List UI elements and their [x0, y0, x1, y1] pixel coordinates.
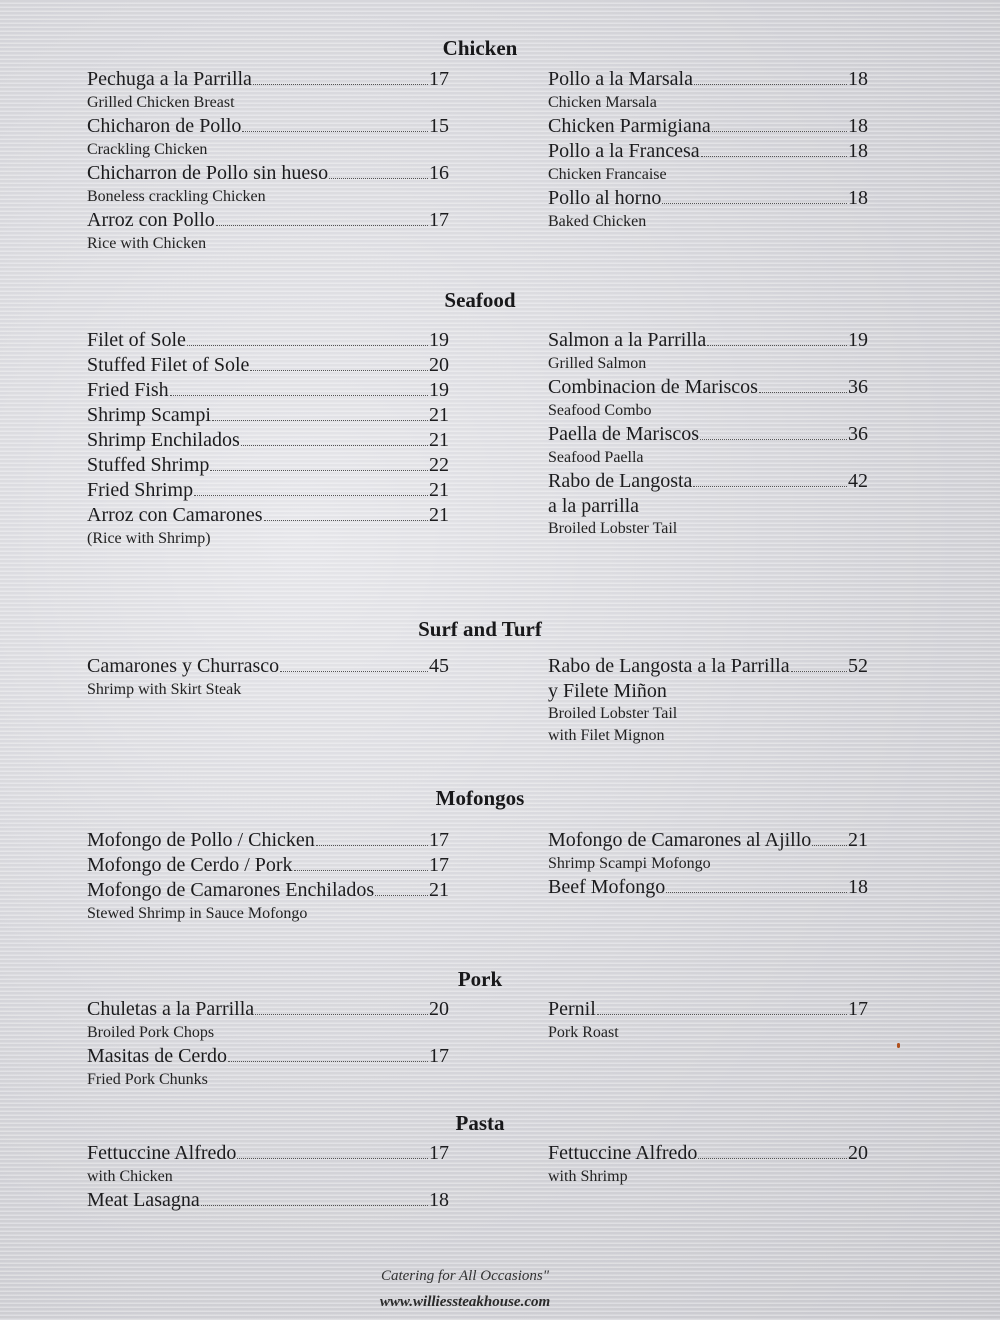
dish-name: Stuffed Filet of Sole	[87, 354, 250, 376]
dot-leader	[294, 870, 428, 871]
dish-name-continued: a la parrilla	[548, 495, 640, 517]
menu-item	[87, 828, 449, 853]
menu-item	[87, 503, 449, 550]
dot-leader	[250, 370, 428, 371]
menu-item	[87, 328, 449, 353]
paper-speck	[897, 1043, 900, 1048]
dish-price: 21	[429, 479, 449, 501]
menu-item	[548, 139, 868, 186]
dot-leader	[316, 845, 428, 846]
dish-description: Pork Roast	[548, 1024, 619, 1041]
dish-price: 17	[848, 998, 868, 1020]
dish-description: Seafood Combo	[548, 402, 652, 419]
dish-name: Pechuga a la Parrilla	[87, 68, 252, 90]
dot-leader	[597, 1014, 847, 1015]
menu-item	[87, 478, 449, 503]
dish-name: Rabo de Langosta	[548, 470, 693, 492]
dish-description: Boneless crackling Chicken	[87, 188, 266, 205]
menu-item	[548, 328, 868, 375]
dish-name: Shrimp Enchilados	[87, 429, 240, 451]
menu-item-row	[548, 828, 868, 853]
dot-leader	[170, 395, 428, 396]
menu-column-left	[87, 328, 449, 550]
dot-leader	[329, 178, 428, 179]
dish-price: 18	[429, 1189, 449, 1211]
menu-item-row	[87, 328, 449, 353]
dish-name: Combinacion de Mariscos	[548, 376, 758, 398]
dish-price: 19	[848, 329, 868, 351]
menu-item	[87, 853, 449, 878]
dish-description: Broiled Lobster Tail	[548, 705, 678, 722]
dot-leader	[210, 470, 428, 471]
menu-item	[548, 875, 868, 900]
dish-description: Grilled Salmon	[548, 355, 647, 372]
menu-item-row	[87, 853, 449, 878]
menu-item	[87, 403, 449, 428]
menu-item-row	[87, 428, 449, 453]
dish-description: (Rice with Shrimp)	[87, 530, 211, 547]
menu-item-row	[548, 875, 868, 900]
menu-item-row	[548, 997, 868, 1022]
menu-item	[87, 1141, 449, 1188]
dish-price: 15	[429, 115, 449, 137]
dish-price: 22	[429, 454, 449, 476]
dish-name: Shrimp Scampi	[87, 404, 211, 426]
menu-item-row	[87, 478, 449, 503]
dish-description: Broiled Lobster Tail	[548, 520, 678, 537]
section-title: Seafood	[444, 288, 516, 312]
dish-price: 42	[848, 470, 868, 492]
dish-price: 17	[429, 829, 449, 851]
menu-item-row	[87, 378, 449, 403]
dish-price: 18	[848, 187, 868, 209]
dish-name-continued: y Filete Miñon	[548, 680, 667, 702]
dish-description: with Chicken	[87, 1168, 173, 1185]
dish-name: Pernil	[548, 998, 596, 1020]
dish-price: 18	[848, 68, 868, 90]
menu-item-row	[87, 1044, 449, 1069]
dish-description: Broiled Pork Chops	[87, 1024, 215, 1041]
dish-name: Arroz con Camarones	[87, 504, 263, 526]
dish-price: 21	[429, 879, 449, 901]
dish-name: Mofongo de Camarones Enchilados	[87, 879, 375, 901]
menu-item	[548, 67, 868, 114]
dot-leader	[698, 1158, 847, 1159]
dish-description: Chicken Marsala	[548, 94, 657, 111]
dish-price: 17	[429, 1142, 449, 1164]
menu-item-row	[548, 328, 868, 353]
menu-item-row	[87, 403, 449, 428]
dish-name: Camarones y Churrasco	[87, 655, 280, 677]
dot-leader	[216, 225, 428, 226]
menu-item-row	[87, 353, 449, 378]
menu-item-row	[548, 139, 868, 164]
menu-item	[548, 114, 868, 139]
menu-item	[548, 422, 868, 469]
dish-price: 20	[429, 354, 449, 376]
menu-item	[87, 1188, 449, 1213]
dish-name: Chicharron de Pollo sin hueso	[87, 162, 329, 184]
dish-price: 18	[848, 876, 868, 898]
dot-leader	[242, 131, 428, 132]
dish-price: 17	[429, 68, 449, 90]
dot-leader	[228, 1061, 428, 1062]
menu-item-row	[87, 67, 449, 92]
dish-price: 17	[429, 1045, 449, 1067]
dish-price: 20	[848, 1142, 868, 1164]
menu-column-left	[87, 67, 449, 255]
menu-item	[87, 878, 449, 925]
dish-name: Chicken Parmigiana	[548, 115, 711, 137]
dish-name: Masitas de Cerdo	[87, 1045, 227, 1067]
dot-leader	[712, 131, 847, 132]
website-link[interactable]: www.williessteakhouse.com	[379, 1294, 551, 1310]
menu-column-right	[548, 67, 868, 233]
menu-item	[87, 161, 449, 208]
dot-leader	[700, 439, 847, 440]
dish-price: 18	[848, 140, 868, 162]
menu-item-row	[548, 1141, 868, 1166]
menu-item-row	[87, 208, 449, 233]
menu-item	[87, 114, 449, 161]
dish-name: Filet of Sole	[87, 329, 186, 351]
section-title: Pasta	[455, 1111, 505, 1135]
dot-leader	[241, 445, 428, 446]
dish-description: Crackling Chicken	[87, 141, 208, 158]
dot-leader	[693, 486, 847, 487]
menu-item-row	[87, 654, 449, 679]
dot-leader	[701, 156, 847, 157]
menu-column-left	[87, 654, 449, 701]
menu-item	[548, 375, 868, 422]
dish-name: Fried Shrimp	[87, 479, 194, 501]
dish-description: Fried Pork Chunks	[87, 1071, 208, 1088]
dish-name: Mofongo de Pollo / Chicken	[87, 829, 315, 851]
dish-price: 17	[429, 209, 449, 231]
menu-column-right	[548, 1141, 868, 1188]
dish-description: Shrimp Scampi Mofongo	[548, 855, 711, 872]
dot-leader	[255, 1014, 428, 1015]
menu-item-row	[87, 828, 449, 853]
dish-price: 21	[848, 829, 868, 851]
menu-column-left	[87, 997, 449, 1091]
dish-description: Grilled Chicken Breast	[87, 94, 235, 111]
dish-name: Pollo a la Francesa	[548, 140, 700, 162]
dish-price: 36	[848, 423, 868, 445]
dot-leader	[759, 392, 847, 393]
dot-leader	[187, 345, 428, 346]
menu-item	[87, 428, 449, 453]
dish-name: Mofongo de Cerdo / Pork	[87, 854, 293, 876]
dish-description: with Shrimp	[548, 1168, 628, 1185]
menu-item	[548, 186, 868, 233]
menu-item-row	[87, 114, 449, 139]
menu-item	[87, 208, 449, 255]
dot-leader	[201, 1205, 428, 1206]
dish-name: Stuffed Shrimp	[87, 454, 210, 476]
menu-item-row	[548, 469, 868, 494]
dish-name: Mofongo de Camarones al Ajillo	[548, 829, 812, 851]
menu-item-row	[548, 375, 868, 400]
dish-price: 20	[429, 998, 449, 1020]
dish-name: Meat Lasagna	[87, 1189, 200, 1211]
menu-item	[87, 353, 449, 378]
menu-column-left	[87, 1141, 449, 1213]
section-title: Surf and Turf	[418, 617, 542, 641]
dot-leader	[375, 895, 428, 896]
dot-leader	[264, 520, 429, 521]
dot-leader	[253, 84, 428, 85]
dish-price: 45	[429, 655, 449, 677]
dish-name: Fettuccine Alfredo	[87, 1142, 237, 1164]
catering-tagline: Catering for All Occasions"	[380, 1268, 550, 1284]
dish-price: 21	[429, 504, 449, 526]
menu-item-row	[87, 997, 449, 1022]
dish-price: 16	[429, 162, 449, 184]
menu-item	[87, 1044, 449, 1091]
dish-name: Salmon a la Parrilla	[548, 329, 707, 351]
dot-leader	[194, 495, 428, 496]
dish-name: Rabo de Langosta a la Parrilla	[548, 655, 790, 677]
dot-leader	[812, 845, 847, 846]
menu-item-row	[548, 67, 868, 92]
menu-column-right	[548, 828, 868, 900]
dish-price: 19	[429, 379, 449, 401]
dish-name: Paella de Mariscos	[548, 423, 700, 445]
dish-description: with Filet Mignon	[548, 727, 665, 744]
dot-leader	[791, 671, 847, 672]
menu-item	[87, 997, 449, 1044]
menu-item-row	[87, 453, 449, 478]
menu-item	[87, 654, 449, 701]
dish-price: 21	[429, 404, 449, 426]
dish-description: Seafood Paella	[548, 449, 644, 466]
menu-item	[548, 997, 868, 1044]
menu-column-right	[548, 654, 868, 747]
menu-item-row	[87, 878, 449, 903]
dish-price: 17	[429, 854, 449, 876]
menu-item	[548, 1141, 868, 1188]
menu-item-row	[87, 503, 449, 528]
menu-column-right	[548, 328, 868, 540]
menu-item-row	[87, 161, 449, 186]
dish-name: Pollo al horno	[548, 187, 662, 209]
dot-leader	[666, 892, 847, 893]
menu-item-row	[548, 114, 868, 139]
dish-price: 19	[429, 329, 449, 351]
dish-name: Fettuccine Alfredo	[548, 1142, 698, 1164]
menu-item	[548, 469, 868, 540]
dot-leader	[212, 420, 428, 421]
menu-item	[548, 828, 868, 875]
dot-leader	[280, 671, 428, 672]
dish-description: Stewed Shrimp in Sauce Mofongo	[87, 905, 308, 922]
menu-item-row	[87, 1141, 449, 1166]
section-title: Pork	[457, 967, 503, 991]
menu-column-right	[548, 997, 868, 1044]
menu-item	[87, 453, 449, 478]
menu-item	[87, 378, 449, 403]
section-title: Mofongos	[435, 786, 525, 810]
dish-price: 52	[848, 655, 868, 677]
dish-price: 18	[848, 115, 868, 137]
dish-description: Rice with Chicken	[87, 235, 207, 252]
dish-name: Beef Mofongo	[548, 876, 666, 898]
dish-name: Pollo a la Marsala	[548, 68, 693, 90]
dot-leader	[694, 84, 847, 85]
menu-item-row	[87, 1188, 449, 1213]
dot-leader	[707, 345, 847, 346]
dot-leader	[662, 203, 847, 204]
menu-item-row	[548, 654, 868, 679]
dot-leader	[237, 1158, 428, 1159]
menu-item	[548, 654, 868, 747]
dish-name: Fried Fish	[87, 379, 169, 401]
menu-column-left	[87, 828, 449, 925]
dish-description: Chicken Francaise	[548, 166, 667, 183]
dish-name: Arroz con Pollo	[87, 209, 215, 231]
dish-description: Shrimp with Skirt Steak	[87, 681, 242, 698]
dish-price: 36	[848, 376, 868, 398]
dish-price: 21	[429, 429, 449, 451]
dish-name: Chicharon de Pollo	[87, 115, 242, 137]
menu-item-row	[548, 186, 868, 211]
dish-name: Chuletas a la Parrilla	[87, 998, 255, 1020]
menu-item-row	[548, 422, 868, 447]
dish-description: Baked Chicken	[548, 213, 647, 230]
menu-item	[87, 67, 449, 114]
section-title: Chicken	[442, 36, 518, 60]
